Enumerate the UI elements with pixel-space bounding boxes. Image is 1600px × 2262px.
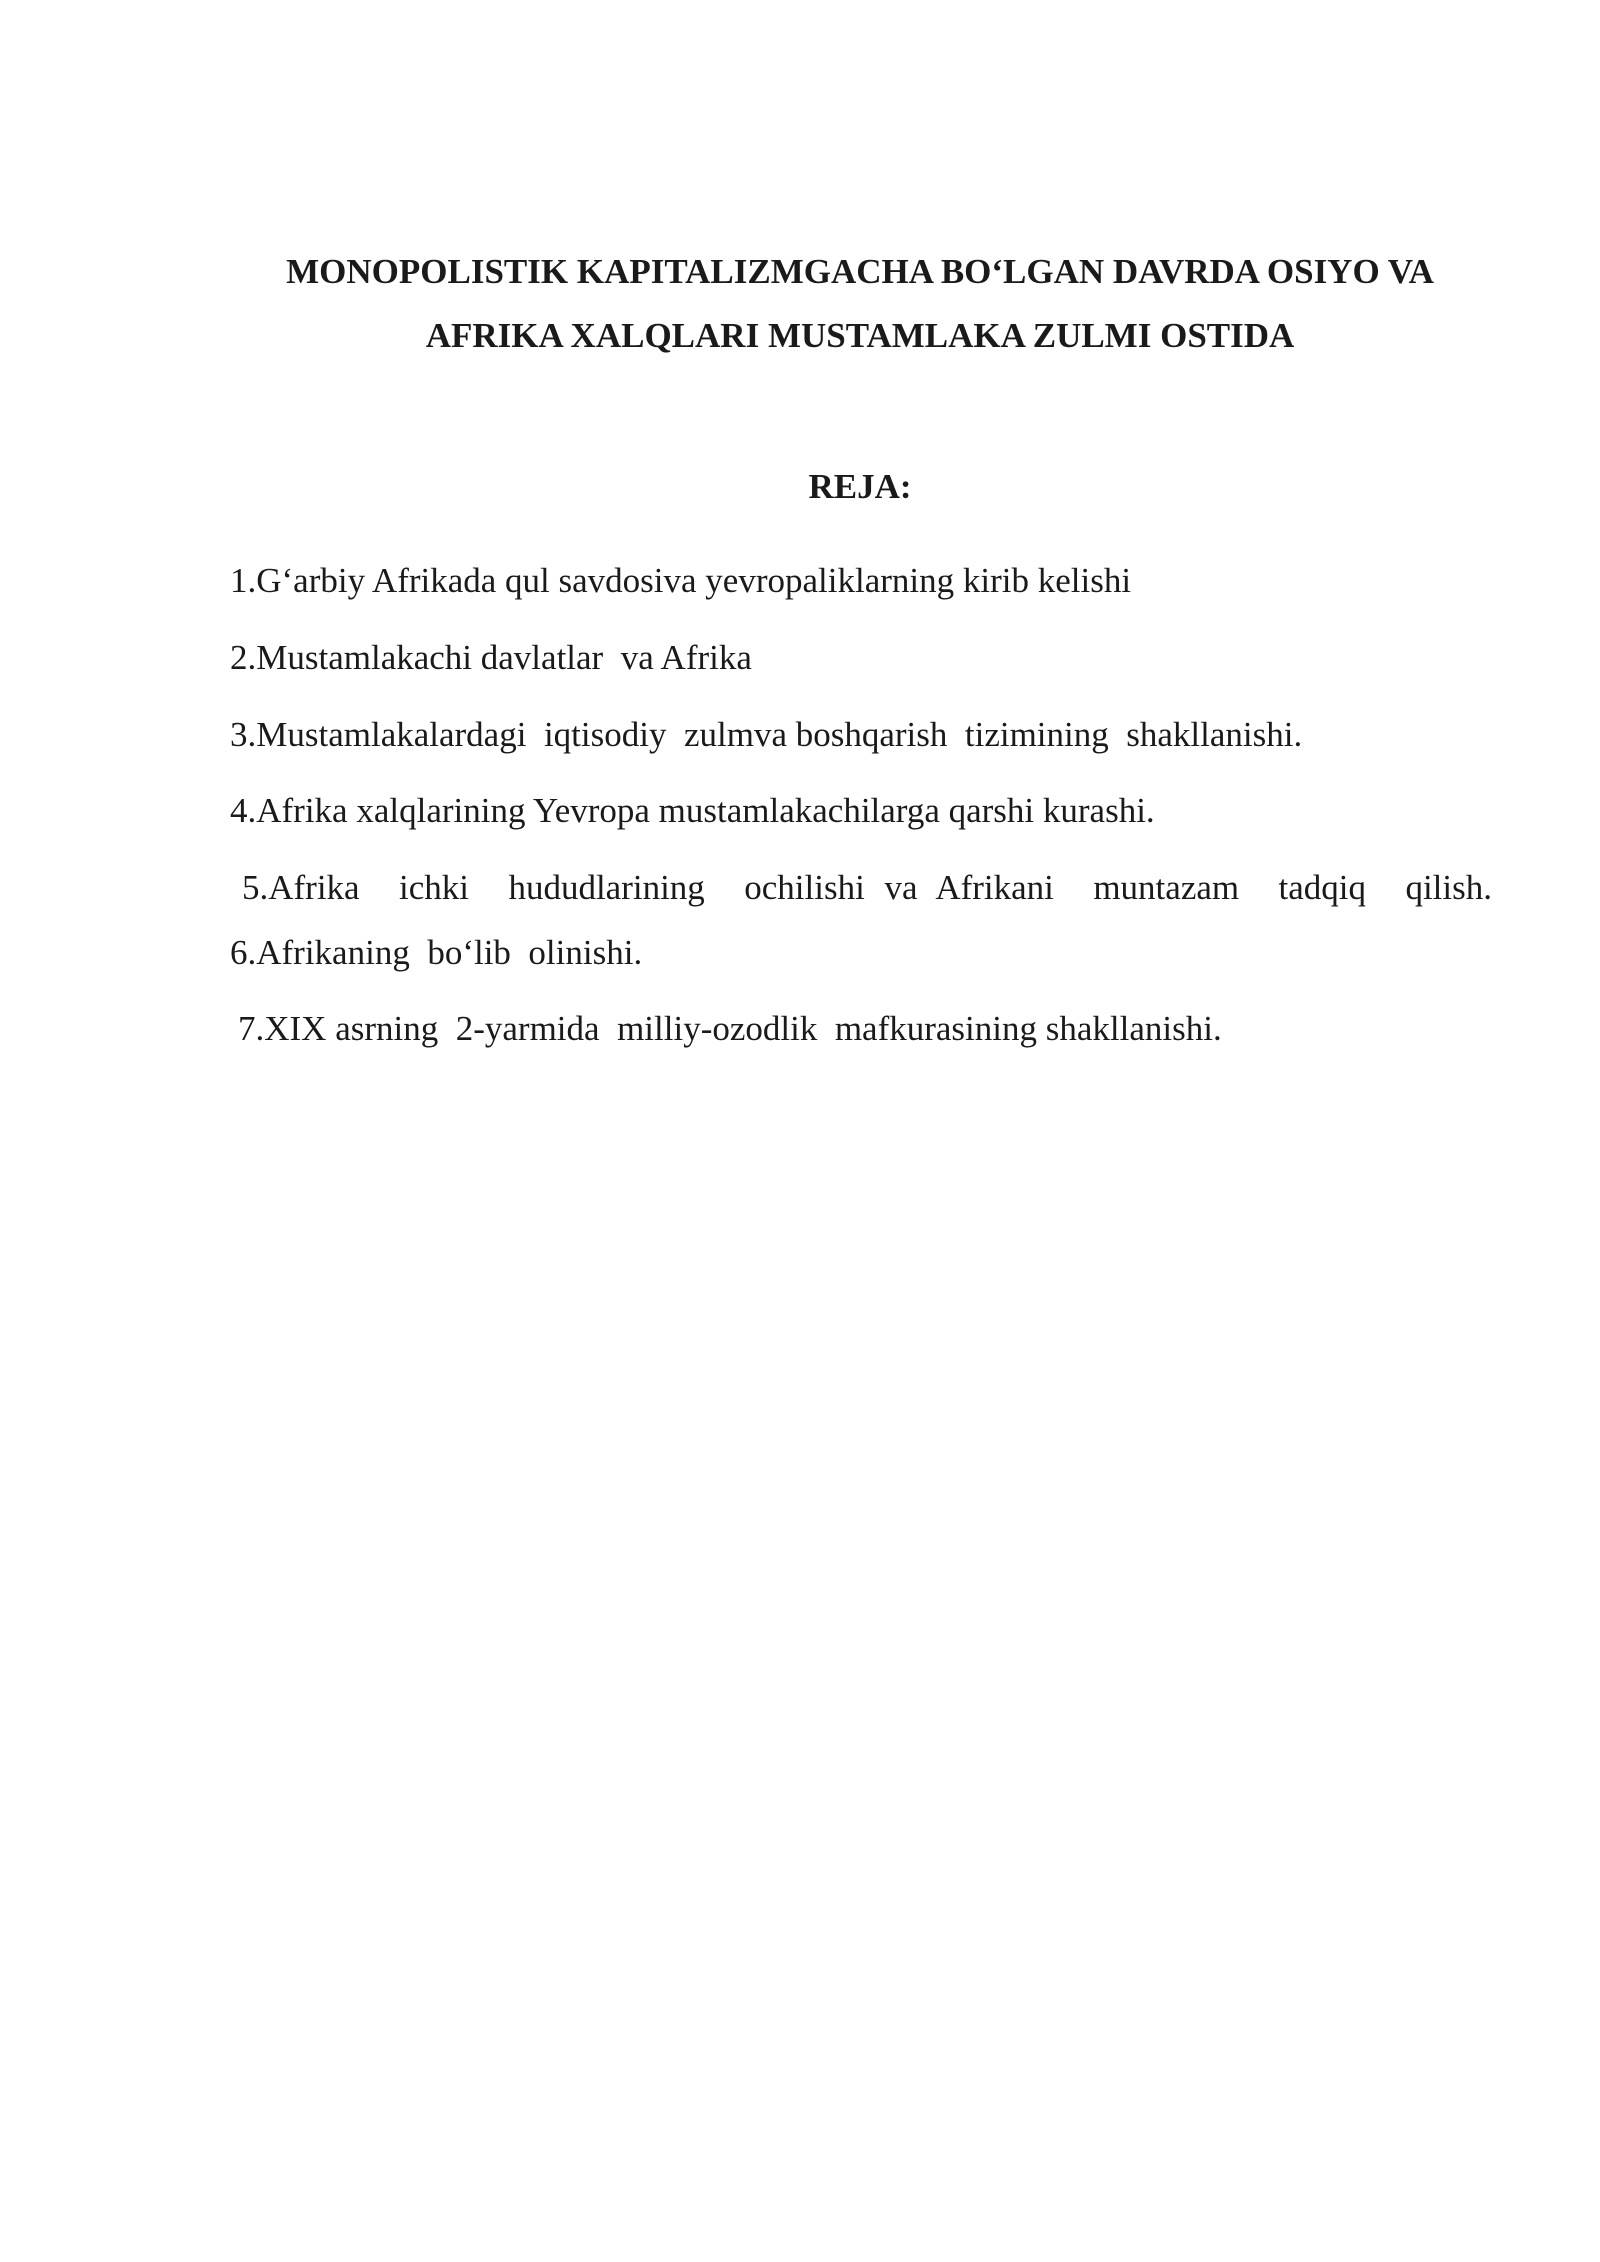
plan-heading: REJA: [808,467,912,506]
plan-item-2: 2.Mustamlakachi davlatlar va Afrika [230,638,752,677]
plan-item-7: 7.XIX asrning 2-yarmida milliy-ozodlik mafkurasining shakllanishi. [238,1009,1222,1048]
plan-item-5: 5.Afrika ichki hududlarining ochilishi va Afrikani muntazam tadqiq qilish. [242,868,1492,907]
plan-item-3: 3.Mustamlakalardagi iqtisodiy zulmva boshqarish tizimining shakllanishi. [230,715,1303,754]
plan-item-4: 4.Afrika xalqlarining Yevropa mustamlakachilarga qarshi kurashi. [230,791,1155,830]
document-title [230,240,1490,368]
title-line-1: MONOPOLISTIK KAPITALIZMGACHA BO‘LGAN DAVRDA OSIYO VA [286,252,1434,291]
title-line-2: AFRIKA XALQLARI MUSTAMLAKA ZULMI OSTIDA [425,316,1295,355]
plan-item-1: 1.G‘arbiy Afrikada qul savdosiva yevropaliklarning kirib kelishi [230,561,1132,600]
plan-item-6: 6.Afrikaning bo‘lib olinishi. [230,933,643,972]
